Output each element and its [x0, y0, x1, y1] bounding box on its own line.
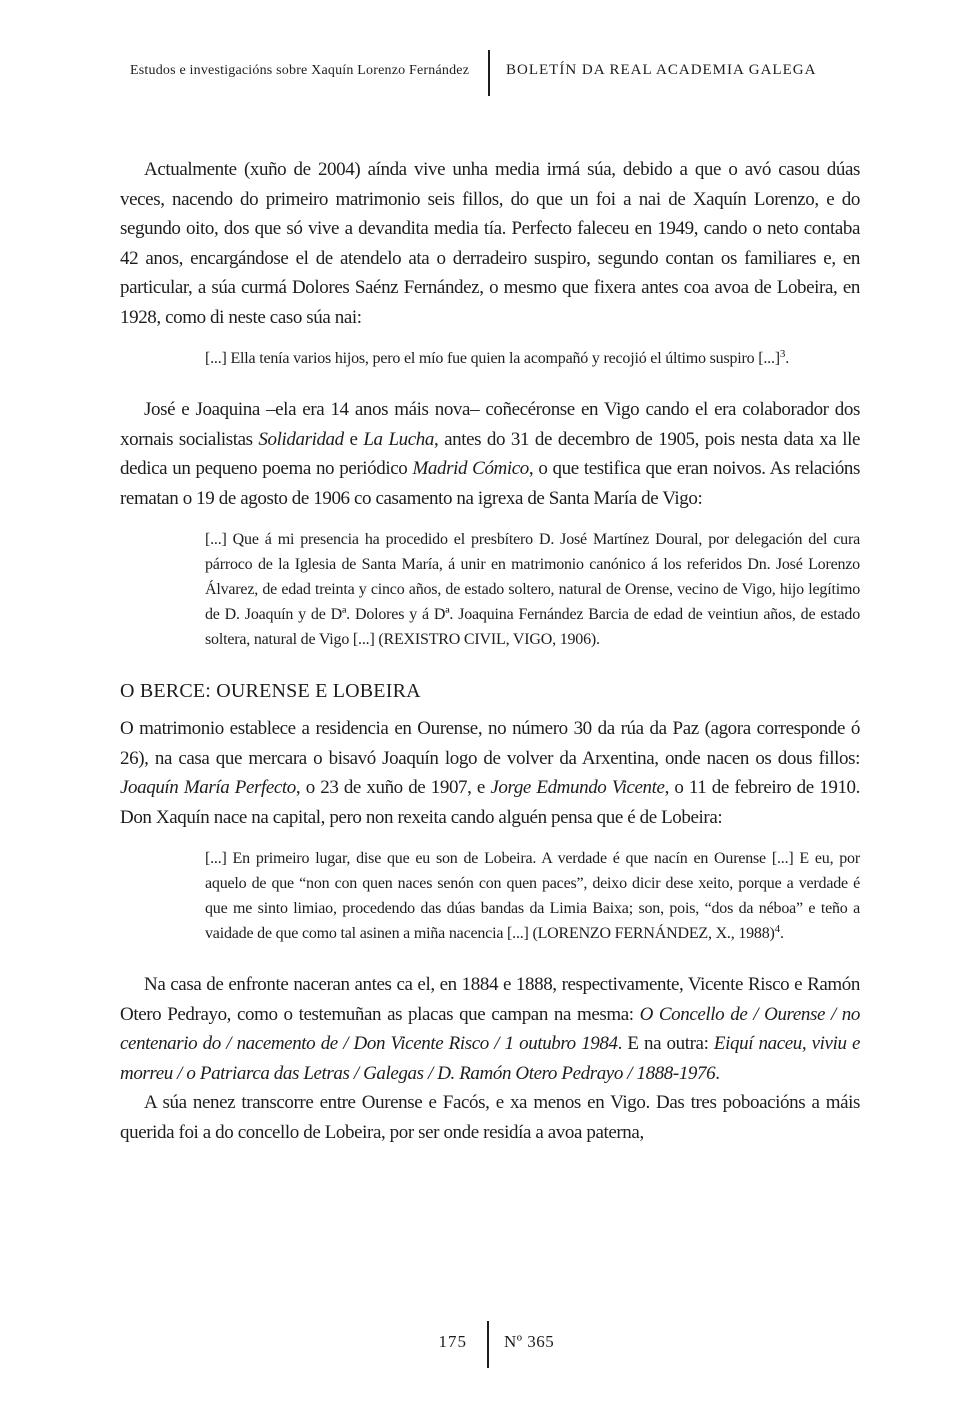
text-body — [120, 155, 860, 1147]
page-header — [0, 0, 975, 110]
page-number: 175 — [438, 1332, 467, 1351]
body-paragraph — [120, 714, 860, 832]
body-paragraph — [120, 155, 860, 332]
text-run: , o 11 de febreiro de 1910. Don Xaquín nace na capital, pero non rexeita cando alguén pensa que é de Lobeira: — [120, 777, 860, 828]
text-run: Na casa de enfronte naceran antes ca el, en 1884 e 1888, respectivamente, Vicente Risco e Ramón Otero Pedrayo, como o testemuñan as placas que campan na mesma: — [120, 974, 860, 1025]
body-paragraph — [120, 1088, 860, 1147]
issue-number: Nº 365 — [504, 1332, 555, 1351]
block-quote — [205, 846, 860, 946]
footnote-reference: 3 — [779, 348, 786, 360]
text-run: , antes do 31 de decembro de 1905, pois nesta data xa lle dedica un pequeno poema no periódico — [120, 428, 861, 479]
text-run: e — [343, 428, 364, 450]
text-run: O BERCE: OURENSE E LOBEIRA — [120, 680, 421, 702]
block-quote — [205, 527, 860, 652]
body-paragraph — [120, 970, 860, 1088]
text-run: [...] Que á mi presencia ha procedido el presbítero D. José Martínez Doural, por delegación del cura párroco de la Iglesia de Santa María, á unir en matrimonio canónico á los referidos Dn. José Lorenzo Álvarez, de edad treinta y cinco años, de estado soltero, natural de Orense, vecino de Vigo, hijo legítimo de D. Joaquín y de Dª. Dolores y á Dª. Joaquina Fernández Barcia de edad de veintiun años, de estado soltera, natural de Vigo [...] (REXISTRO CIVIL, VIGO, 1906). — [205, 531, 860, 648]
text-run: O Concello de / Ourense / no centenario do / nacemento de / Don Vicente Risco / 1 outubro 1984 — [120, 1003, 860, 1054]
text-run: Madrid Cómico — [412, 458, 529, 479]
text-run: [...] Ella tenía varios hijos, pero el mío fue quien la acompañó y recojió el último suspiro [...] — [205, 350, 780, 367]
text-run: Joaquín María Perfecto — [120, 777, 296, 798]
page-footer — [0, 1315, 975, 1385]
footnote-reference: 4 — [774, 923, 780, 935]
journal-title: BOLETÍN DA REAL ACADEMIA GALEGA — [506, 62, 817, 78]
text-run: Actualmente (xuño de 2004) aínda vive unha media irmá súa, debido a que o avó casou dúas veces, nacendo do primeiro matrimonio seis fillos, do que un foi a nai de Xaquín Lorenzo, e do segundo oito, dos que só vive a devandita media tía. Perfecto faleceu en 1949, cando o neto contaba 42 anos, encargándose el de atendelo ata o derradeiro suspiro, segundo contan os familiares e, en particular, a súa curmá Dolores Saénz Fernández, o mesmo que fixera antes coa avoa de Lobeira, en 1928, como di neste caso súa nai: — [120, 159, 860, 328]
text-run: José e Joaquina –ela era 14 anos máis nova– coñecéronse en Vigo cando el era colaborador dos xornais socialistas — [120, 399, 860, 450]
text-run: , o que testifica que eran noivos. As relacións rematan o 19 de agosto de 1906 co casamento na igrexa de Santa María de Vigo: — [120, 458, 861, 509]
text-run: . E na outra: — [617, 1033, 714, 1054]
block-quote — [205, 346, 860, 371]
footer-divider — [487, 1321, 489, 1368]
text-run: . — [779, 925, 784, 942]
text-run: . — [715, 1062, 720, 1084]
text-run: Jorge Edmundo Vicente — [490, 777, 665, 798]
body-paragraph — [120, 395, 860, 513]
header-divider — [488, 50, 490, 96]
text-run: La Lucha — [363, 428, 434, 450]
text-run: Solidaridad — [258, 428, 344, 450]
text-run: O matrimonio establece a residencia en Ourense, no número 30 da rúa da Paz (agora corresponde ó 26), na casa que mercara o bisavó Joaquín logo de volver da Arxentina, onde nacen os dous fillos: — [120, 718, 860, 769]
running-title: Estudos e investigacións sobre Xaquín Lorenzo Fernández — [130, 63, 470, 78]
text-run: [...] En primeiro lugar, dise que eu son de Lobeira. A verdade é que nacín en Ourense [...] E eu, por aquelo de que “non con quen naces senón con quen paces”, deixo dicir dese xeito, porque a verdade é que me sinto limiao, procedendo das dúas bandas da Limia Baixa; son, pois, “dos da néboa” e teño a vaidade de que como tal asinen a miña nacencia [...] (LORENZO FERNÁNDEZ, X., 1988) — [205, 850, 860, 942]
text-run: Eiquí naceu, viviu e morreu / o Patriarca das Letras / Galegas / D. Ramón Otero Pedrayo / 1888-1976 — [120, 1033, 861, 1084]
section-heading — [120, 676, 860, 706]
text-run: A súa nenez transcorre entre Ourense e Facós, e xa menos en Vigo. Das tres poboacións a máis querida foi a do concello de Lobeira, por ser onde residía a avoa paterna, — [120, 1092, 860, 1143]
text-run: . — [785, 350, 790, 367]
text-run: , o 23 de xuño de 1907, e — [295, 777, 491, 798]
